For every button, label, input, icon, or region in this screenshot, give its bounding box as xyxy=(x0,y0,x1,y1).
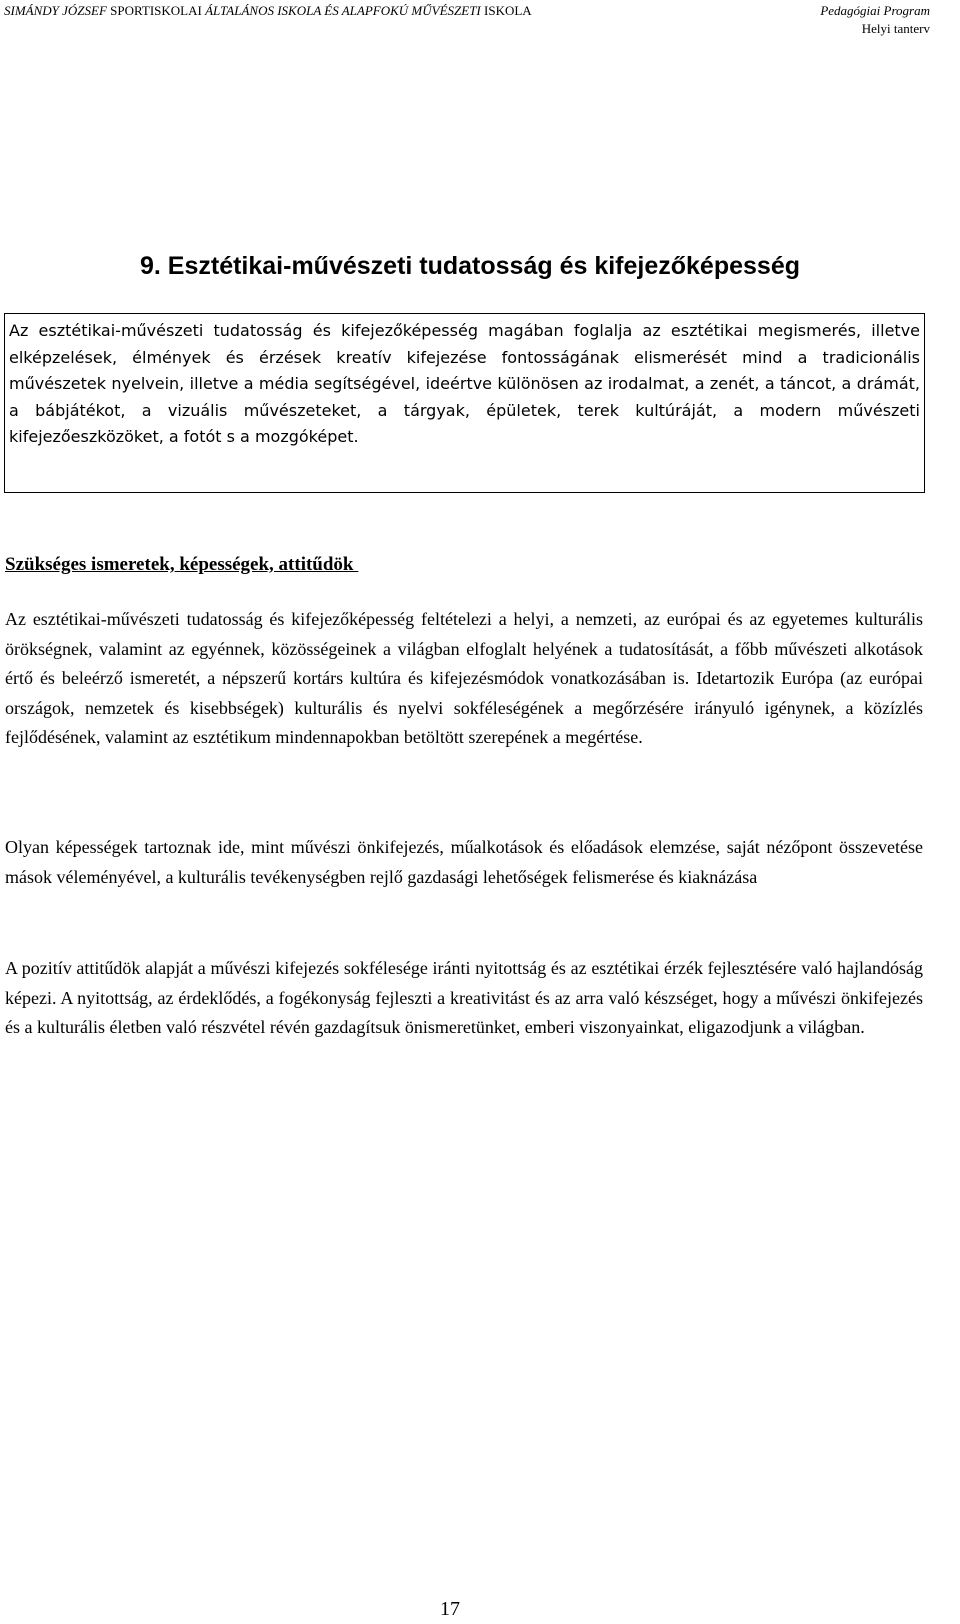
paragraph-skills: Olyan képességek tartoznak ide, mint művészi önkifejezés, műalkotások és előadások elemzése, saját nézőpont összevetése mások véleményével, a kulturális tevékenységben rejlő gazdasági lehetőségek felismerése és kiaknázása xyxy=(5,837,923,887)
school-name-part: ÁLTALÁNOS ISKOLA ÉS ALAPFOKÚ MŰVÉSZETI xyxy=(205,3,485,18)
school-name xyxy=(4,2,532,20)
document-info xyxy=(820,2,930,38)
paragraph-attitudes: A pozitív attitűdök alapját a művészi kifejezés sokfélesége iránti nyitottság és az esztétikai érzék fejlesztésére való hajlandóság képezi. A nyitottság, az érdeklődés, a fogékonyság fejleszti a kreativitást és az arra való készséget, hogy a művészi önkifejezés és a kulturális életben való részvétel révén gazdagítsuk önismeretünket, emberi viszonyainkat, eligazodjunk a világban. xyxy=(5,958,923,1037)
school-name-part: SIMÁNDY JÓZSEF xyxy=(4,3,111,18)
program-title: Pedagógiai Program xyxy=(820,3,930,18)
school-name-part: SPORTISKOLAI xyxy=(110,3,206,18)
chapter-title: 9. Esztétikai-művészeti tudatosság és kifejezőképesség xyxy=(140,252,800,280)
intro-box xyxy=(4,313,925,493)
page-header xyxy=(4,2,930,44)
page-number: 17 xyxy=(440,1598,460,1620)
curriculum-label: Helyi tanterv xyxy=(861,21,930,36)
section-heading: Szükséges ismeretek, képességek, attitűdök xyxy=(5,554,359,575)
intro-text: Az esztétikai-művészeti tudatosság és kifejezőképesség magában foglalja az esztétikai megismerés, illetve elképzelések, élmények és érzések kreatív kifejezése fontosságának elismerését mind a tradicionális művészetek nyelvein, illetve a média segítségével, ideértve különösen az irodalmat, a zenét, a táncot, a drámát, a bábjátékot, a vizuális művészeteket, a tárgyak, épületek, terek kultúráját, a modern művészeti kifejezőeszközöket, a fotót s a mozgóképet. xyxy=(9,321,920,447)
school-name-part: ISKOLA xyxy=(484,3,532,18)
paragraph-knowledge: Az esztétikai-művészeti tudatosság és kifejezőképesség feltételezi a helyi, a nemzeti, az európai és az egyetemes kulturális örökségnek, valamint az egyénnek, közösségeinek a világban elfoglalt helyének a tudatosítását, a főbb művészeti alkotások értő és beleérző ismeretét, a népszerű kortárs kultúra és kifejezésmódok vonatkozásában is. Idetartozik Európa (az európai országok, nemzetek és kisebbségek) kulturális és nyelvi sokféleségének a megőrzésére irányuló igénynek, a közízlés fejlődésének, valamint az esztétikum mindennapokban betöltött szerepének a megértése. xyxy=(5,609,923,747)
